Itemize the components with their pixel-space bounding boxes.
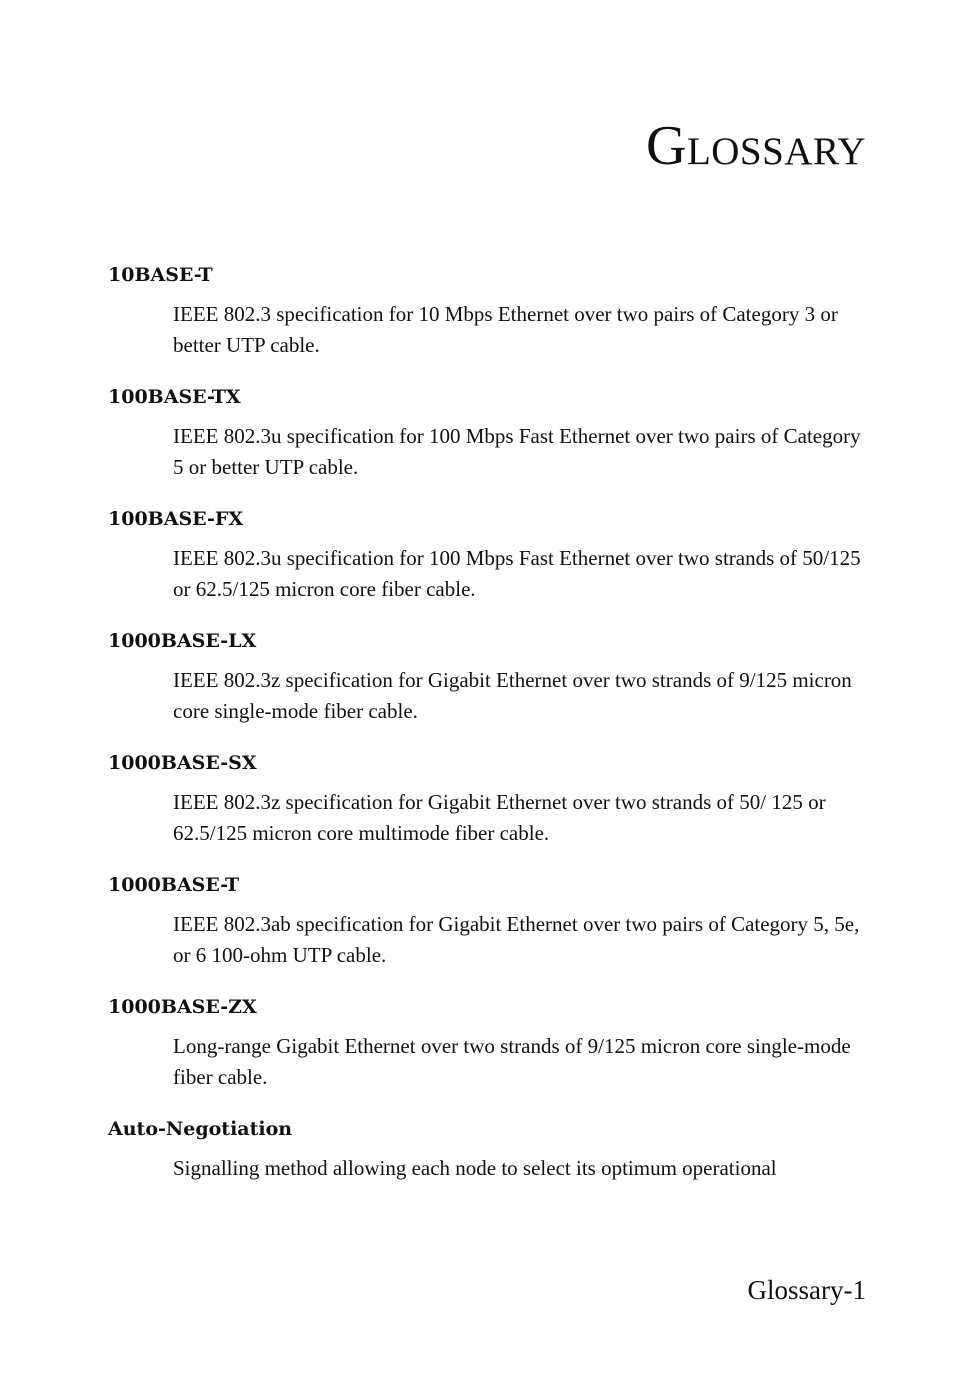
glossary-definition: IEEE 802.3u specification for 100 Mbps Fast Ethernet over two pairs of Category 5 or better UTP cable. — [173, 424, 861, 479]
glossary-list — [108, 262, 868, 1184]
glossary-definition: IEEE 802.3 specification for 10 Mbps Ethernet over two pairs of Category 3 or better UTP cable. — [173, 302, 838, 357]
glossary-entry-10base-t — [108, 262, 868, 361]
glossary-definition: IEEE 802.3u specification for 100 Mbps Fast Ethernet over two strands of 50/125 or 62.5/125 micron core fiber cable. — [173, 546, 861, 601]
glossary-entry-1000base-zx — [108, 994, 868, 1093]
glossary-entry-1000base-t — [108, 872, 868, 971]
glossary-entry-100base-tx — [108, 384, 868, 483]
glossary-entry-1000base-sx — [108, 750, 868, 849]
glossary-term: Auto-Negotiation — [108, 1118, 293, 1140]
glossary-term: 100BASE-FX — [108, 508, 244, 530]
page-number: Glossary-1 — [747, 1275, 866, 1305]
glossary-entry-100base-fx — [108, 506, 868, 605]
glossary-definition: Long-range Gigabit Ethernet over two strands of 9/125 micron core single-mode fiber cable. — [173, 1034, 851, 1089]
glossary-definition: Signalling method allowing each node to select its optimum operational — [173, 1156, 777, 1180]
glossary-term: 1000BASE-ZX — [108, 996, 257, 1018]
glossary-definition: IEEE 802.3z specification for Gigabit Ethernet over two strands of 50/ 125 or 62.5/125 micron core multimode fiber cable. — [173, 790, 826, 845]
glossary-entry-1000base-lx — [108, 628, 868, 727]
glossary-term: 10BASE-T — [108, 264, 213, 286]
glossary-entry-auto-negotiation — [108, 1116, 868, 1184]
glossary-term: 1000BASE-LX — [108, 630, 257, 652]
glossary-term: 100BASE-TX — [108, 386, 241, 408]
glossary-term: 1000BASE-T — [108, 874, 240, 896]
glossary-term: 1000BASE-SX — [108, 752, 257, 774]
glossary-definition: IEEE 802.3z specification for Gigabit Ethernet over two strands of 9/125 micron core single-mode fiber cable. — [173, 668, 852, 723]
glossary-definition: IEEE 802.3ab specification for Gigabit Ethernet over two pairs of Category 5, 5e, or 6 100-ohm UTP cable. — [173, 912, 860, 967]
page-title: Glossary — [646, 115, 866, 177]
